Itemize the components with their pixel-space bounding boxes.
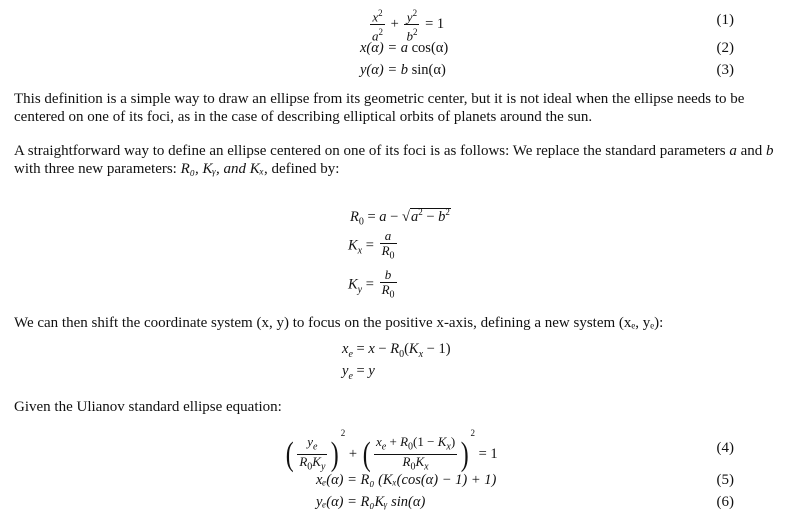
equation-ky: $K_y$ = $\frac{b}{R_0}$ bbox=[348, 267, 395, 301]
equation-number-6: (6) bbox=[716, 494, 734, 510]
equation-3: y(α) = b sin(α) bbox=[360, 62, 446, 78]
fraction-y2-b2: $\frac{y^2}{b^2}$ bbox=[406, 8, 418, 44]
equation-number-3: (3) bbox=[716, 62, 734, 78]
equation-number-2: (2) bbox=[716, 40, 734, 56]
paragraph-foci: A straightforward way to define an ellipse centered on one of its foci is as follows: We replace the standard parameters a and b with three new parameters: R₀, Kᵧ, and Kₓ, defined by: bbox=[14, 143, 774, 177]
paragraph-definition: This definition is a simple way to draw an ellipse from its geometric center, but it is not ideal when the ellipse needs to be centered on one of its foci, as in the case of describing elliptical orbits of planets around the sun. bbox=[14, 91, 745, 125]
equation-kx: $K_x$ = $\frac{a}{R_0}$ bbox=[348, 228, 395, 262]
equation-xe-shift: $x_e = x - R_0(K_x - 1)$ bbox=[342, 341, 451, 360]
equation-5: xₑ(α) = R₀ (Kₓ(cos(α) − 1) + 1) bbox=[316, 472, 497, 488]
equation-ye-shift: $y_e = y$ bbox=[342, 363, 375, 382]
equation-2: x(α) = a cos(α) bbox=[360, 40, 449, 56]
fraction-ye-r0ky: $\frac{y_e}{R_0K_y}$ bbox=[299, 433, 326, 473]
paragraph-shift: We can then shift the coordinate system (x, y) to focus on the positive x-axis, defining a new system (xₑ, yₑ): bbox=[14, 315, 664, 331]
equation-number-5: (5) bbox=[716, 472, 734, 488]
fraction-xe-shift-r0kx: $\frac{x_e + R_0(1 - K_x)}{R_0K_x}$ bbox=[376, 433, 456, 473]
fraction-b-r0: $\frac{b}{R_0}$ bbox=[381, 267, 395, 301]
paragraph-ulianov: Given the Ulianov standard ellipse equation: bbox=[14, 399, 282, 415]
equation-1: $\frac{x^2}{a^2}$ + $\frac{y^2}{b^2}$ = 1 bbox=[372, 8, 445, 44]
equation-r0: $R_0 = a - √a^2 - b^2$ bbox=[350, 207, 450, 228]
equation-4: ( $\frac{y_e}{R_0K_y}$ )$^2$ + ( $\frac{x_e + R_0(1 - K_x)}{R_0K_x}$ )$^2$ = 1 bbox=[285, 428, 498, 473]
fraction-a-r0: $\frac{a}{R_0}$ bbox=[381, 228, 395, 262]
equation-number-1: (1) bbox=[716, 12, 734, 28]
equation-6: yₑ(α) = R₀Kᵧ sin(α) bbox=[316, 494, 426, 510]
fraction-x2-a2: $\frac{x^2}{a^2}$ bbox=[372, 8, 383, 44]
equation-number-4: (4) bbox=[716, 440, 734, 456]
